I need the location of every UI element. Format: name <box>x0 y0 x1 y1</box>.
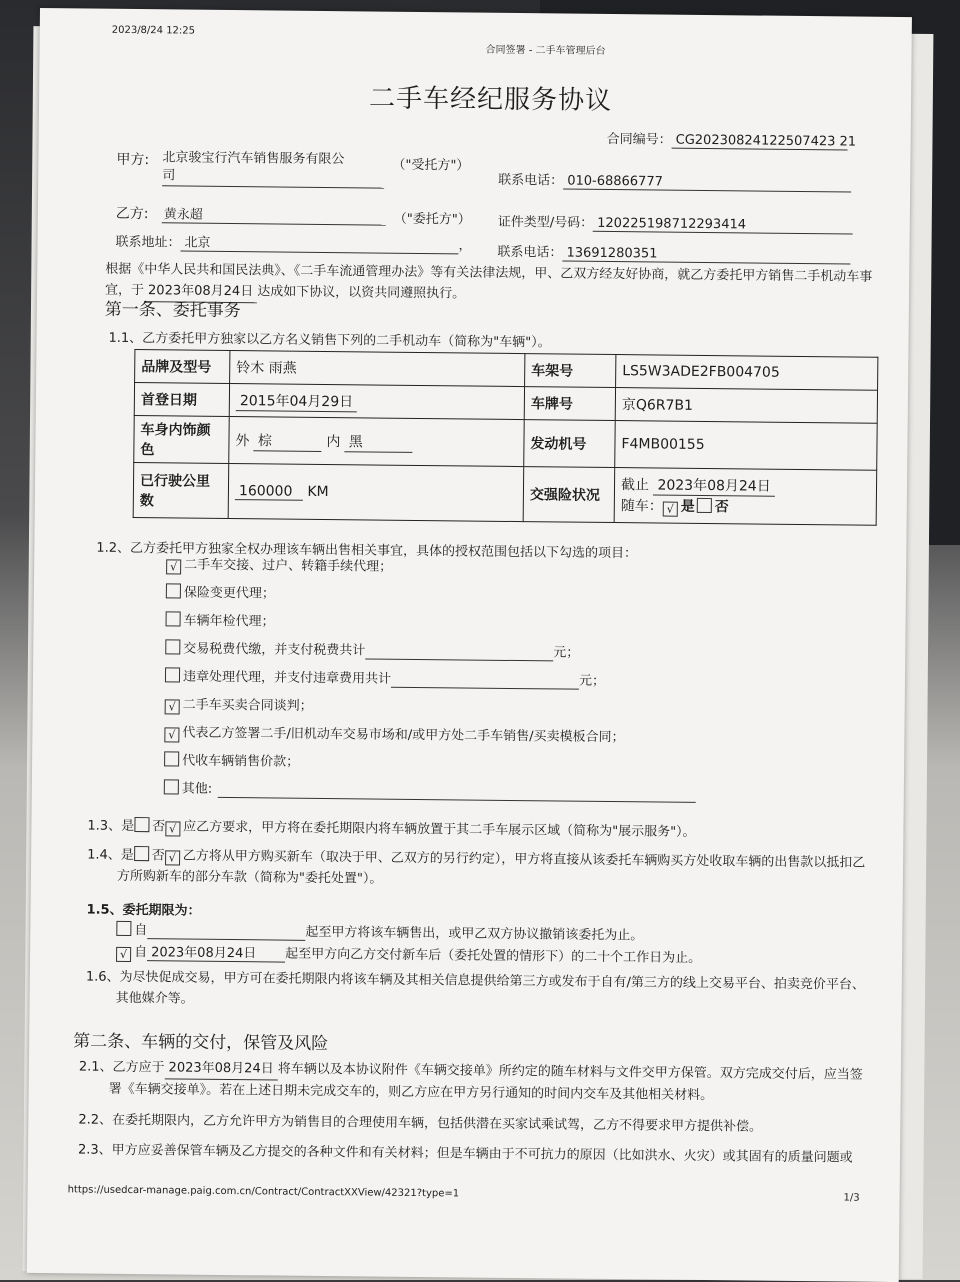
c12-item-checkbox[interactable] <box>164 751 179 766</box>
mileage-unit: KM <box>307 483 329 500</box>
clause-1-5-row2-text: 起至甲方向乙方交付新车后（委托处置的情形下）的二十个工作日为止。 <box>285 946 702 966</box>
c12-item <box>164 721 624 747</box>
brand-value: 铃木 雨燕 <box>230 351 525 387</box>
clause-1-5-title: 1.5、委托期限为： <box>86 902 201 919</box>
no-checkbox[interactable] <box>697 498 712 513</box>
contract-no-label: 合同编号： <box>606 131 672 148</box>
clause-1-3-yes-checkbox[interactable] <box>134 817 149 832</box>
insurance-label: 交强险状况 <box>523 467 615 523</box>
c12-item-checkbox[interactable]: √ <box>165 699 180 714</box>
reg-date-value: 2015年04月29日 <box>236 390 357 412</box>
c12-item-checkbox[interactable] <box>166 583 181 598</box>
party-a-phone-label: 联系电话： <box>498 172 564 189</box>
c12-item <box>166 609 275 629</box>
c12-item-label: 代表乙方签署二手/旧机动车交易市场和/或甲方处二手车销售/买卖模板合同； <box>182 725 625 746</box>
section-2-title: 第二条、车辆的交付，保管及风险 <box>73 1031 329 1055</box>
c12-item-label: 违章处理代理，并支付违章费用共计 <box>182 669 392 687</box>
section-1-title: 第一条、委托事务 <box>104 299 241 322</box>
int-color-value: 黑 <box>345 431 413 453</box>
intro-date: 2023年08月24日 <box>144 280 257 303</box>
party-b-phone-value: 13691280351 <box>562 245 850 264</box>
vin-label: 车架号 <box>525 354 616 388</box>
clause-1-4-text-2: 方所购新车的部分车款（简称为"委托处置"）。 <box>116 868 383 887</box>
clause-1-2: 1.2、乙方委托甲方独家全权办理该车辆出售相关事宜，具体的授权范围包括以下勾选的项目： <box>96 540 638 562</box>
ext-color-label: 外 <box>235 432 250 449</box>
party-a-name-line2: 司 <box>162 168 176 184</box>
clause-1-3 <box>87 815 695 842</box>
contract-page <box>27 8 912 1282</box>
clause-1-4 <box>87 845 887 895</box>
footer-url: https://usedcar-manage.paig.com.cn/Contract/ContractXXView/42321?type=1 <box>67 1184 460 1200</box>
c12-item-checkbox[interactable] <box>165 667 180 682</box>
mileage-cell <box>228 464 524 522</box>
party-a-label: 甲方: <box>116 151 150 169</box>
party-b-role: （"委托方"） <box>393 211 471 228</box>
c12-item <box>165 693 313 716</box>
table-row <box>134 416 877 471</box>
clause-2-1-text-b: 将车辆以及本协议附件《车辆交接单》所约定的随车材料与文件交甲方保管。双方完成交付后，应当签 <box>277 1061 863 1083</box>
c12-item <box>166 553 392 576</box>
clause-1-4-no: 否 <box>151 848 165 864</box>
party-a-name <box>162 149 384 188</box>
insurance-date: 2023年08月24日 <box>653 474 774 496</box>
clause-2-1-date: 2023年08月24日 <box>164 1057 277 1080</box>
clause-1-1: 1.1、乙方委托甲方独家以乙方名义销售下列的二手机动车（简称为"车辆"）。 <box>108 330 551 351</box>
c12-item-suffix: 元； <box>553 645 580 661</box>
intro-text-2: 宜，于 <box>104 282 145 299</box>
clause-1-5-row2-date: 2023年08月24日 <box>147 941 285 962</box>
print-site-title: 合同签署 - 二手车管理后台 <box>485 44 606 57</box>
clause-1-5-row1-blank[interactable] <box>147 923 305 941</box>
int-color-label: 内 <box>326 433 341 450</box>
party-b-id <box>498 211 854 235</box>
c12-item-label: 车辆年检代理； <box>183 613 275 630</box>
clause-1-6-text: 1.6、为尽快促成交易，甲方可在委托期限内将该车辆及其相关信息提供给第三方或发布于自有/第三方的线上交易平台、拍卖竞价平台、 <box>85 969 865 993</box>
clause-1-3-no-checkbox[interactable]: √ <box>165 821 180 836</box>
party-b-id-label: 证件类型/号码： <box>497 214 594 231</box>
no-label: 否 <box>714 499 729 516</box>
c12-item <box>164 777 697 803</box>
clause-1-4-text: 乙方将从甲方购买新车（取决于甲、乙双方的另行约定），甲方将直接从该委托车辆购买方处收取车辆的出售款以抵扣乙 <box>182 848 866 871</box>
vehicle-table <box>133 349 879 526</box>
clause-1-3-num: 1.3、 <box>87 818 122 834</box>
intro-text-3: 达成如下协议，以资共同遵照执行。 <box>257 284 466 302</box>
clause-1-4-yes-checkbox[interactable] <box>134 846 149 861</box>
c12-item <box>165 665 605 690</box>
clause-1-6 <box>86 967 898 1018</box>
c12-item-label: 二手车交接、过户、转籍手续代理； <box>184 557 393 575</box>
clause-1-3-yes: 是 <box>121 818 135 835</box>
c12-item-checkbox[interactable] <box>166 611 181 626</box>
clause-1-5-row1-text: 起至甲方将该车辆售出，或甲乙双方协议撤销该委托为止。 <box>305 924 644 944</box>
clause-1-6-text-2: 其他媒介等。 <box>115 990 194 1007</box>
color-label: 车身内饰颜色 <box>134 416 229 464</box>
party-a-name-line1: 北京骏宝行汽车销售服务有限公 <box>162 150 345 168</box>
party-b-address-label: 联系地址： <box>115 234 181 251</box>
yes-checkbox[interactable]: √ <box>663 502 678 517</box>
party-b-name: 黄永超 <box>162 203 386 225</box>
party-b-phone <box>497 241 850 265</box>
party-a-phone <box>498 169 851 193</box>
insurance-with-car: 随车： <box>620 498 663 515</box>
clause-1-4-yes: 是 <box>120 847 134 864</box>
plate-value: 京Q6R7B1 <box>615 388 877 424</box>
intro-text-1: 根据《中华人民共和国民法典》、《二手车流通管理办法》等有关法律法规，甲、乙双方经友好协商，就乙方委托甲方销售二手机动车事 <box>105 261 873 285</box>
yes-label: 是 <box>680 498 695 515</box>
c12-item-checkbox[interactable]: √ <box>164 727 179 742</box>
party-a-phone-value: 010-68866777 <box>563 173 851 192</box>
c12-item <box>164 749 299 769</box>
c12-item-label: 其他: <box>181 781 213 797</box>
vin-value: LS5W3ADE2FB004705 <box>616 355 878 391</box>
engine-value: F4MB00155 <box>615 421 877 471</box>
party-a-role: （"受托方"） <box>392 157 470 174</box>
clause-2-1 <box>79 1056 895 1108</box>
insurance-cell <box>614 468 877 526</box>
c12-item-blank[interactable] <box>365 643 553 661</box>
contract-no-value: CG20230824122507423 21 <box>672 133 848 151</box>
reg-date-label: 首登日期 <box>134 383 229 417</box>
clause-1-5-row1-checkbox[interactable] <box>116 921 131 936</box>
c12-item-suffix: 元； <box>578 673 606 689</box>
brand-label: 品牌及型号 <box>135 350 230 384</box>
c12-item-blank[interactable] <box>391 672 579 690</box>
c12-item <box>165 637 579 661</box>
clause-2-2: 2.2、在委托期限内，乙方允许甲方为销售目的合理使用车辆，包括供潜在买家试乘试驾，乙方不得要求甲方提供补偿。 <box>78 1112 763 1135</box>
clause-2-3: 2.3、甲方应妥善保管车辆及乙方提交的各种文件和有关材料；但是车辆由于不可抗力的原因（比如洪水、火灾）或其固有的质量问题或 <box>77 1142 853 1166</box>
party-b-label: 乙方: <box>115 205 149 223</box>
c12-item-label: 代收车辆销售价款； <box>182 753 300 770</box>
c12-item-checkbox[interactable] <box>165 639 180 654</box>
color-cell <box>229 417 524 467</box>
c12-item-label: 保险变更代理； <box>183 585 275 602</box>
plate-label: 车牌号 <box>524 387 615 421</box>
ext-color-value: 棕 <box>254 430 322 452</box>
clause-1-5-row2-checkbox[interactable]: √ <box>116 947 131 962</box>
c12-item <box>166 581 275 601</box>
clause-1-5-row1-label: 自 <box>134 923 148 939</box>
party-b-phone-label: 联系电话： <box>497 244 563 261</box>
clause-1-3-text: 应乙方要求，甲方将在委托期限内将车辆放置于其二手车展示区域（简称为"展示服务"）。 <box>183 819 696 840</box>
c12-item-label: 交易税费代缴，并支付税费共计 <box>183 641 366 659</box>
insurance-prefix: 截止 <box>620 477 650 494</box>
c12-item-label: 二手车买卖合同谈判； <box>182 697 313 714</box>
clause-1-5-row2-label: 自 <box>134 945 148 961</box>
page-title: 二手车经纪服务协议 <box>368 83 613 116</box>
table-row <box>133 463 877 526</box>
c12-item-checkbox[interactable]: √ <box>166 559 181 574</box>
engine-label: 发动机号 <box>524 420 615 468</box>
party-b-id-value: 120225198712293414 <box>593 216 853 235</box>
party-b-address: 联系地址： 北京 ， <box>115 231 471 255</box>
reg-date-cell <box>229 384 524 420</box>
clause-1-4-no-checkbox[interactable]: √ <box>165 850 180 865</box>
footer-page-number: 1/3 <box>843 1192 860 1204</box>
print-datetime: 2023/8/24 12:25 <box>111 24 196 37</box>
clause-2-1-text-a: 2.1、乙方应于 <box>78 1059 165 1076</box>
clause-1-3-no: 否 <box>152 819 166 835</box>
clause-1-5-row1 <box>116 919 643 945</box>
party-b-address-value: 北京 <box>180 231 458 254</box>
mileage-label: 已行驶公里数 <box>133 463 229 519</box>
clause-1-4-num: 1.4、 <box>87 847 121 863</box>
clause-2-1-text-c: 署《车辆交接单》。若在上述日期未完成交车的，则乙方应在甲方另行通知的时间内交车及其他相关材料。 <box>108 1081 714 1104</box>
mileage-value: 160000 <box>235 483 303 501</box>
c12-item-checkbox[interactable] <box>164 779 179 794</box>
contract-no <box>606 128 857 151</box>
clause-1-5-row2 <box>116 941 701 968</box>
c12-other-blank[interactable] <box>218 782 696 803</box>
